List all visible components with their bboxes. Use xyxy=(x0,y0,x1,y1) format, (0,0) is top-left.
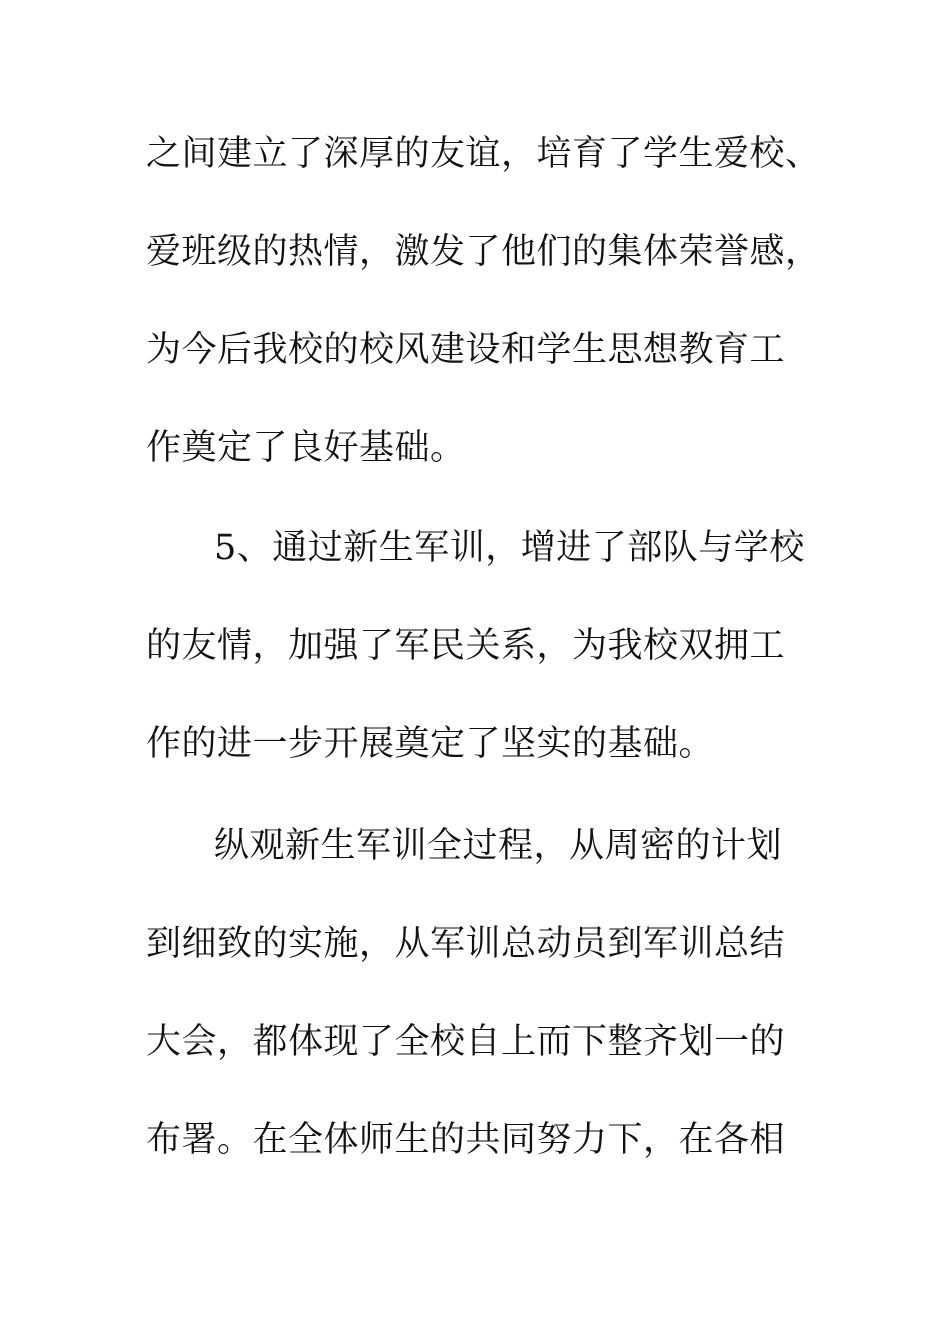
text-line-10: 大会，都体现了全校自上而下整齐划一的 xyxy=(146,1022,786,1062)
text-line-9: 到细致的实施，从军训总动员到军训总结 xyxy=(146,924,786,964)
text-line-8-paragraph-start: 纵观新生军训全过程，从周密的计划 xyxy=(214,826,783,866)
text-line-7: 作的进一步开展奠定了坚实的基础。 xyxy=(146,724,715,764)
text-line-1: 之间建立了深厚的友谊，培育了学生爱校、 xyxy=(146,134,821,174)
text-line-2: 爱班级的热情，激发了他们的集体荣誉感， xyxy=(146,232,821,272)
text-line-4: 作奠定了良好基础。 xyxy=(146,428,466,468)
text-line-6: 的友情，加强了军民关系，为我校双拥工 xyxy=(146,626,786,666)
text-line-5-paragraph-start: 5、通过新生军训，增进了部队与学校 xyxy=(214,528,805,568)
text-line-3: 为今后我校的校风建设和学生思想教育工 xyxy=(146,330,786,370)
text-line-11: 布署。在全体师生的共同努力下，在各相 xyxy=(146,1120,786,1160)
